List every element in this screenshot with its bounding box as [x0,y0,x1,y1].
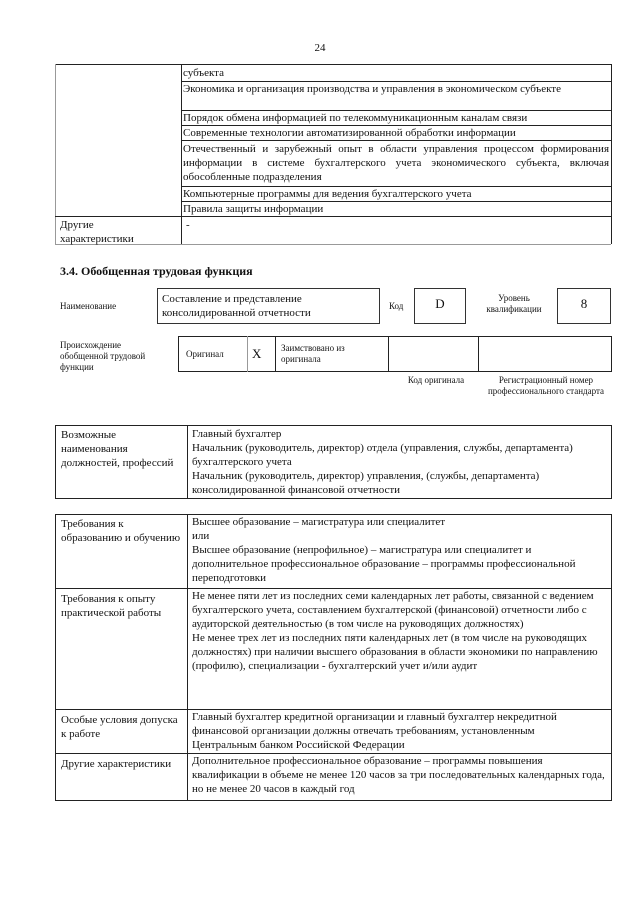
position-item: Главный бухгалтер [192,428,282,440]
page-number: 24 [314,42,326,54]
special-conditions-label: Особые условия допуска к работе [61,714,178,740]
knowledge-row: Экономика и организация производства и управления в экономическом субъекте [183,83,562,95]
other-characteristics-value: - [186,219,190,231]
name-label: Наименование [60,301,117,311]
knowledge-row: Порядок обмена информацией по телекоммуникационным каналам связи [183,112,528,124]
education-text: Высшее образование (непрофильное) – магистратура или специалитет и дополнительное профессиональное образование – программы профессиональной переподготовки [192,544,576,584]
special-conditions-text: Главный бухгалтер кредитной организации и главный бухгалтер некредитной финансовой организации должны отвечать требованиям, установленным Центральным банком Российской Федерации [192,711,557,751]
section-title: 3.4. Обобщенная трудовая функция [60,264,253,278]
level-label: Уровень квалификации [486,293,542,314]
position-item: Начальник (руководитель, директор) управления, (службы, департамента) консолидированной финансовой отчетности [192,470,540,496]
experience-label: Требования к опыту практической работы [61,593,162,619]
knowledge-row: субъекта [183,67,225,79]
knowledge-row: Современные технологии автоматизированной обработки информации [183,127,516,139]
experience-text: Не менее пяти лет из последних семи календарных лет работы, связанной с ведением бухгалтерского учета, составлением бухгалтерской (финансовой) отчетности либо с аудиторской деятельностью (в том числе на руководящих должностях) [192,590,594,630]
function-level: 8 [580,296,588,311]
original-label: Оригинал [186,349,224,359]
knowledge-row: Правила защиты информации [183,203,324,215]
other-characteristics-label: Другие характеристики [60,219,134,245]
function-code: D [435,296,445,311]
experience-text: Не менее трех лет из последних пяти календарных лет (в том числе на руководящих должностях) при наличии высшего образования в области экономики по направлению (профилю), специализации - бухгалтерский учет и/или аудит [192,632,598,672]
original-mark: X [252,346,262,361]
origin-label: Происхождение обобщенной трудовой функции [60,340,146,372]
code-original-caption: Код оригинала [407,375,465,385]
other-requirements-text: Дополнительное профессиональное образование – программы повышения квалификации в объеме не менее 120 часов за три последовательных календарных года, но не менее 20 часов в каждый год [192,755,605,795]
education-label: Требования к образованию и обучению [61,518,181,544]
education-text: Высшее образование – магистратура или специалитет [192,516,446,528]
positions-label: Возможные наименования должностей, профессий [61,429,174,469]
other-requirements-label: Другие характеристики [61,758,172,770]
position-item: Начальник (руководитель, директор) отдела (управления, службы, департамента) бухгалтерского учета [192,442,573,468]
borrowed-label: Заимствовано из оригинала [281,343,345,364]
knowledge-row: Отечественный и зарубежный опыт в области управления процессом формирования информации в системе бухгалтерского учета экономического субъекта, включая обособленные подразделения [183,143,609,183]
education-text: или [192,530,210,542]
code-label: Код [389,301,404,311]
reg-number-caption: Регистрационный номер профессионального стандарта [487,375,605,396]
knowledge-row: Компьютерные программы для ведения бухгалтерского учета [183,188,472,200]
function-name: Составление и представление консолидированной отчетности [162,293,311,319]
